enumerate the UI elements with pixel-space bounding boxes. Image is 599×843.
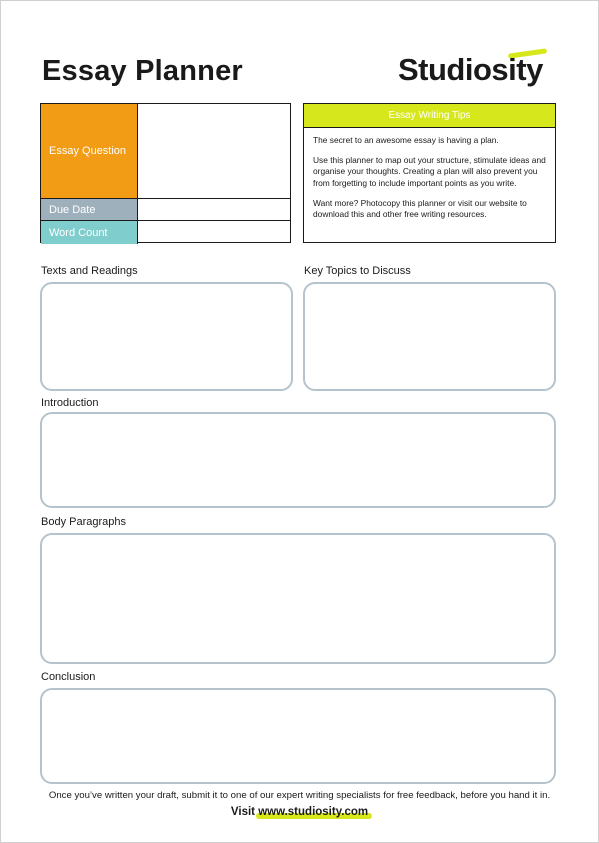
website-url: www.studiosity.com bbox=[258, 806, 369, 818]
due-date-field[interactable] bbox=[138, 199, 290, 220]
tips-paragraph-2: Use this planner to map out your structure, stimulate ideas and organise your thoughts. Creating a plan will also prevent you from forgetting to include important points as you write. bbox=[313, 155, 546, 188]
website-link[interactable] bbox=[258, 806, 368, 818]
essay-writing-tips-panel bbox=[303, 103, 556, 243]
texts-readings-label: Texts and Readings bbox=[41, 265, 138, 277]
essay-question-label: Essay Question bbox=[41, 104, 138, 198]
logo-text: Studiosity bbox=[398, 52, 543, 87]
key-topics-box[interactable] bbox=[303, 282, 556, 391]
tips-paragraph-3: Want more? Photocopy this planner or visit our website to download this and other free writing resources. bbox=[313, 197, 527, 220]
body-paragraphs-box[interactable] bbox=[40, 533, 556, 664]
visit-label: Visit bbox=[230, 806, 255, 818]
footer-note: Once you’ve written your draft, submit it to one of our expert writing specialists for free feedback, before you hand it in. bbox=[48, 790, 551, 801]
essay-question-field[interactable] bbox=[138, 104, 290, 198]
conclusion-box[interactable] bbox=[40, 688, 556, 784]
word-count-field[interactable] bbox=[138, 221, 290, 244]
tips-heading: Essay Writing Tips bbox=[304, 104, 555, 128]
conclusion-label: Conclusion bbox=[41, 671, 96, 683]
introduction-box[interactable] bbox=[40, 412, 556, 508]
visit-line bbox=[0, 806, 599, 818]
key-topics-label: Key Topics to Discuss bbox=[304, 265, 411, 277]
due-date-label: Due Date bbox=[41, 199, 138, 220]
studiosity-logo bbox=[398, 48, 560, 92]
tips-body bbox=[304, 128, 555, 220]
texts-readings-box[interactable] bbox=[40, 282, 293, 391]
essay-info-table bbox=[40, 103, 291, 243]
body-paragraphs-label: Body Paragraphs bbox=[41, 516, 126, 528]
page-title: Essay Planner bbox=[42, 55, 243, 87]
tips-paragraph-1: The secret to an awesome essay is having a plan. bbox=[313, 135, 499, 145]
word-count-row bbox=[41, 221, 290, 244]
introduction-label: Introduction bbox=[41, 397, 99, 409]
essay-question-row bbox=[41, 104, 290, 199]
word-count-label: Word Count bbox=[41, 221, 138, 244]
due-date-row bbox=[41, 199, 290, 221]
